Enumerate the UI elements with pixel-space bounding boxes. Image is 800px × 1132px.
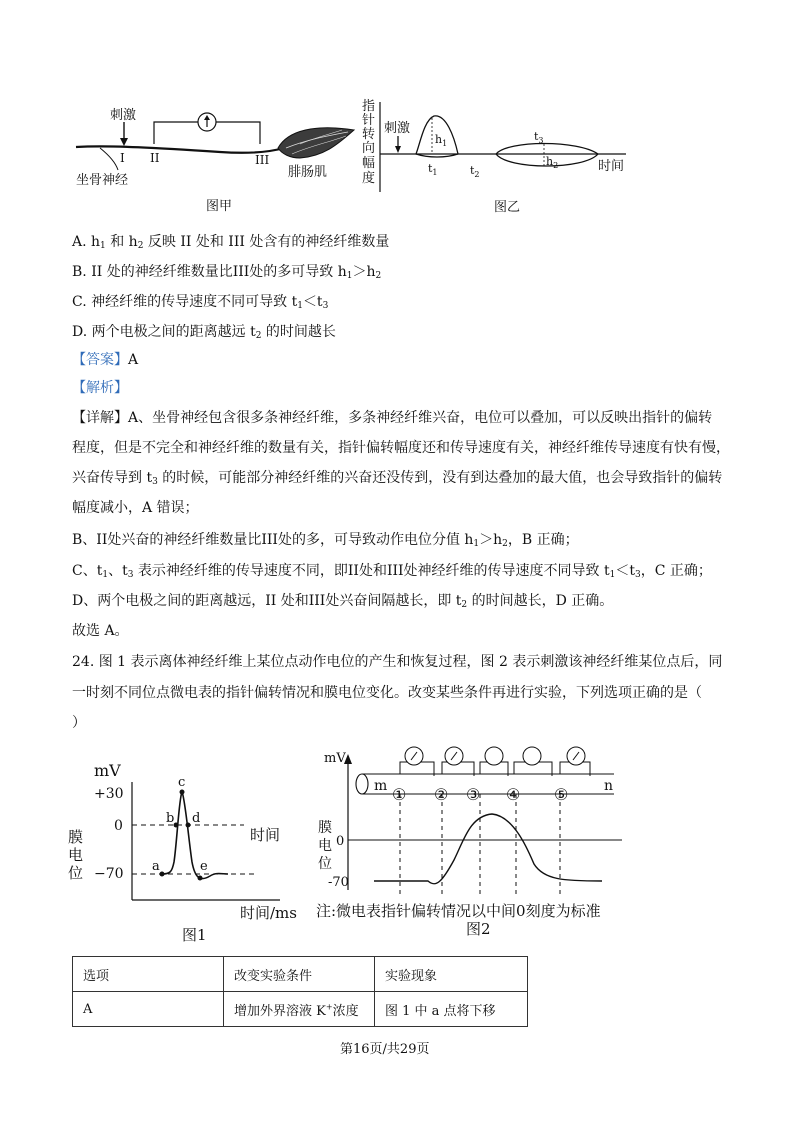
explanation-line-6: C、$t_1$、$t_3$ 表示神经纤维的传导速度不同，即II处和III处神经纤维的传导速度不同导致 $t_1<t_3$，C 正确； bbox=[72, 563, 712, 580]
table-header-row bbox=[73, 957, 528, 992]
svg-text:电: 电 bbox=[318, 838, 332, 854]
svg-text:位: 位 bbox=[318, 856, 332, 872]
table-header-cell: 实验现象 bbox=[375, 957, 528, 992]
svg-text:针: 针 bbox=[362, 113, 376, 128]
fig2-y-unit: mV bbox=[324, 751, 346, 766]
figure-2 bbox=[314, 740, 654, 940]
fig2-site-3: ③ bbox=[466, 785, 481, 804]
fig1-x-axis-label: 时间/ms bbox=[240, 904, 297, 922]
option-d: D. 两个电极之间的距离越远 $t_2$ 的时间越长 bbox=[72, 324, 336, 341]
question-24-line-3: ） bbox=[72, 715, 86, 731]
svg-text:膜: 膜 bbox=[318, 820, 332, 836]
answer-line bbox=[72, 350, 138, 370]
explanation-line-3: 兴奋传导到 $t_3$ 的时候，可能部分神经纤维的兴奋还没传到，没有到达叠加的最大值，也会导致指针的偏转 bbox=[72, 470, 723, 487]
table-header-cell: 选项 bbox=[73, 957, 224, 992]
fig1-tick-p30: +30 bbox=[94, 786, 124, 802]
figure-jia-caption: 图甲 bbox=[206, 199, 233, 214]
fig1-point-c bbox=[180, 790, 185, 795]
table-cell-option: A bbox=[73, 992, 224, 1027]
svg-text:幅: 幅 bbox=[362, 156, 376, 171]
fig2-tick-0: 0 bbox=[336, 834, 345, 849]
fig2-y-axis-label bbox=[318, 820, 332, 872]
fig1-label-e: e bbox=[200, 859, 208, 874]
fig2-membrane-potential-curve bbox=[374, 814, 602, 884]
option-c: C. 神经纤维的传导速度不同可导致 $t_1<t_3$ bbox=[72, 294, 329, 311]
fig1-point-d bbox=[186, 823, 191, 828]
explanation-line-8: 故选 A。 bbox=[72, 623, 129, 639]
y-axis-title bbox=[362, 98, 375, 186]
fig2-site-1: ① bbox=[392, 785, 407, 804]
option-a: A. $h_1$ 和 $h_2$ 反映 II 处和 III 处含有的神经纤维数量 bbox=[72, 234, 390, 251]
fig1-y-unit: mV bbox=[94, 761, 121, 780]
x-axis-label-yi: 时间 bbox=[598, 159, 625, 174]
svg-text:指: 指 bbox=[362, 99, 376, 114]
fig1-point-e bbox=[198, 876, 203, 881]
question-24-line-1: 24. 图 1 表示离体神经纤维上某位点动作电位的产生和恢复过程，图 2 表示刺激该神经纤维某位点后，同 bbox=[72, 654, 723, 670]
table-header-cell: 改变实验条件 bbox=[224, 957, 375, 992]
answer-label: 【答案】 bbox=[72, 352, 128, 368]
h1-label: $h_1$ bbox=[435, 133, 448, 148]
svg-text:度: 度 bbox=[362, 171, 376, 186]
point-3-label: III bbox=[255, 153, 270, 167]
point-1-label: I bbox=[120, 151, 125, 165]
fig1-caption: 图1 bbox=[182, 926, 207, 944]
h2-label: $h_2$ bbox=[546, 155, 559, 170]
fig1-tick-0: 0 bbox=[114, 818, 123, 834]
fig2-meters bbox=[400, 747, 590, 776]
fig1-tick-m70: −70 bbox=[94, 866, 124, 882]
option-b: B. II 处的神经纤维数量比III处的多可导致 $h_1>h_2$ bbox=[72, 264, 382, 281]
question-24-line-2: 一时刻不同位点微电表的指针偏转情况和膜电位变化。改变某些条件再进行实验，下列选项正确的是（ bbox=[72, 685, 702, 701]
svg-text:转: 转 bbox=[362, 127, 376, 142]
figure-1 bbox=[60, 752, 320, 947]
fig1-label-a: a bbox=[152, 859, 160, 874]
svg-text:电: 电 bbox=[68, 846, 84, 864]
fig1-action-potential-curve bbox=[162, 792, 228, 879]
nerve-label: 坐骨神经 bbox=[76, 173, 129, 188]
fig2-site-5: ⑤ bbox=[554, 785, 569, 804]
explanation-line-1: 【详解】A、坐骨神经包含很多条神经纤维，多条神经纤维兴奋，电位可以叠加，可以反映出指针的偏转 bbox=[72, 410, 713, 426]
svg-text:位: 位 bbox=[68, 864, 84, 882]
svg-text:膜: 膜 bbox=[68, 828, 84, 846]
fig1-y-axis-label bbox=[68, 828, 83, 882]
fig2-tick-m70: -70 bbox=[328, 875, 349, 890]
explanation-line-2: 程度，但是不完全和神经纤维的数量有关，指针偏转幅度还和传导速度有关，神经纤维传导速度有快有慢， bbox=[72, 440, 730, 456]
fig2-note: 注:微电表指针偏转情况以中间0刻度为标准 bbox=[316, 902, 601, 920]
figure-yi bbox=[358, 96, 648, 221]
fig1-label-b: b bbox=[166, 811, 175, 826]
table-row bbox=[73, 992, 528, 1027]
muscle-icon bbox=[278, 128, 354, 158]
t1-label: $t_1$ bbox=[428, 162, 438, 177]
stimulus-label-yi: 刺激 bbox=[384, 121, 411, 136]
figure-jia bbox=[70, 100, 370, 220]
stimulus-label: 刺激 bbox=[110, 108, 137, 123]
fig1-mid-label: 时间 bbox=[250, 826, 281, 844]
fig2-dashed-guides bbox=[400, 794, 560, 898]
answer-value: A bbox=[128, 352, 139, 368]
table-cell-phenomenon: 图 1 中 a 点将下移 bbox=[375, 992, 528, 1027]
t3-label: $t_3$ bbox=[534, 130, 544, 145]
fig1-point-a bbox=[160, 872, 165, 877]
svg-text:向: 向 bbox=[362, 141, 376, 156]
muscle-label: 腓肠肌 bbox=[288, 165, 328, 180]
figure-yi-caption: 图乙 bbox=[494, 200, 521, 215]
options-table bbox=[72, 956, 528, 1027]
explanation-line-7: D、两个电极之间的距离越远，II 处和III处兴奋间隔越长，即 $t_2$ 的时间越长，D 正确。 bbox=[72, 593, 614, 610]
explanation-line-5: B、II处兴奋的神经纤维数量比III处的多，可导致动作电位分值 $h_1>h_2$，B 正确； bbox=[72, 532, 579, 549]
fig2-caption: 图2 bbox=[466, 920, 491, 938]
t2-label: $t_2$ bbox=[470, 164, 480, 179]
fig1-label-d: d bbox=[192, 811, 201, 826]
fig1-label-c: c bbox=[178, 775, 186, 790]
explanation-line-4: 幅度减小，A 错误； bbox=[72, 500, 199, 516]
fig2-end-n: n bbox=[604, 778, 614, 794]
table-cell-condition: 增加外界溶液 K+浓度 bbox=[224, 992, 375, 1027]
fig2-end-m: m bbox=[374, 778, 388, 794]
fig2-site-4: ④ bbox=[506, 785, 521, 804]
analysis-label: 【解析】 bbox=[72, 380, 128, 396]
page-footer: 第16页/共29页 bbox=[340, 1042, 430, 1057]
point-2-label: II bbox=[150, 151, 160, 165]
fig2-site-2: ② bbox=[434, 785, 449, 804]
